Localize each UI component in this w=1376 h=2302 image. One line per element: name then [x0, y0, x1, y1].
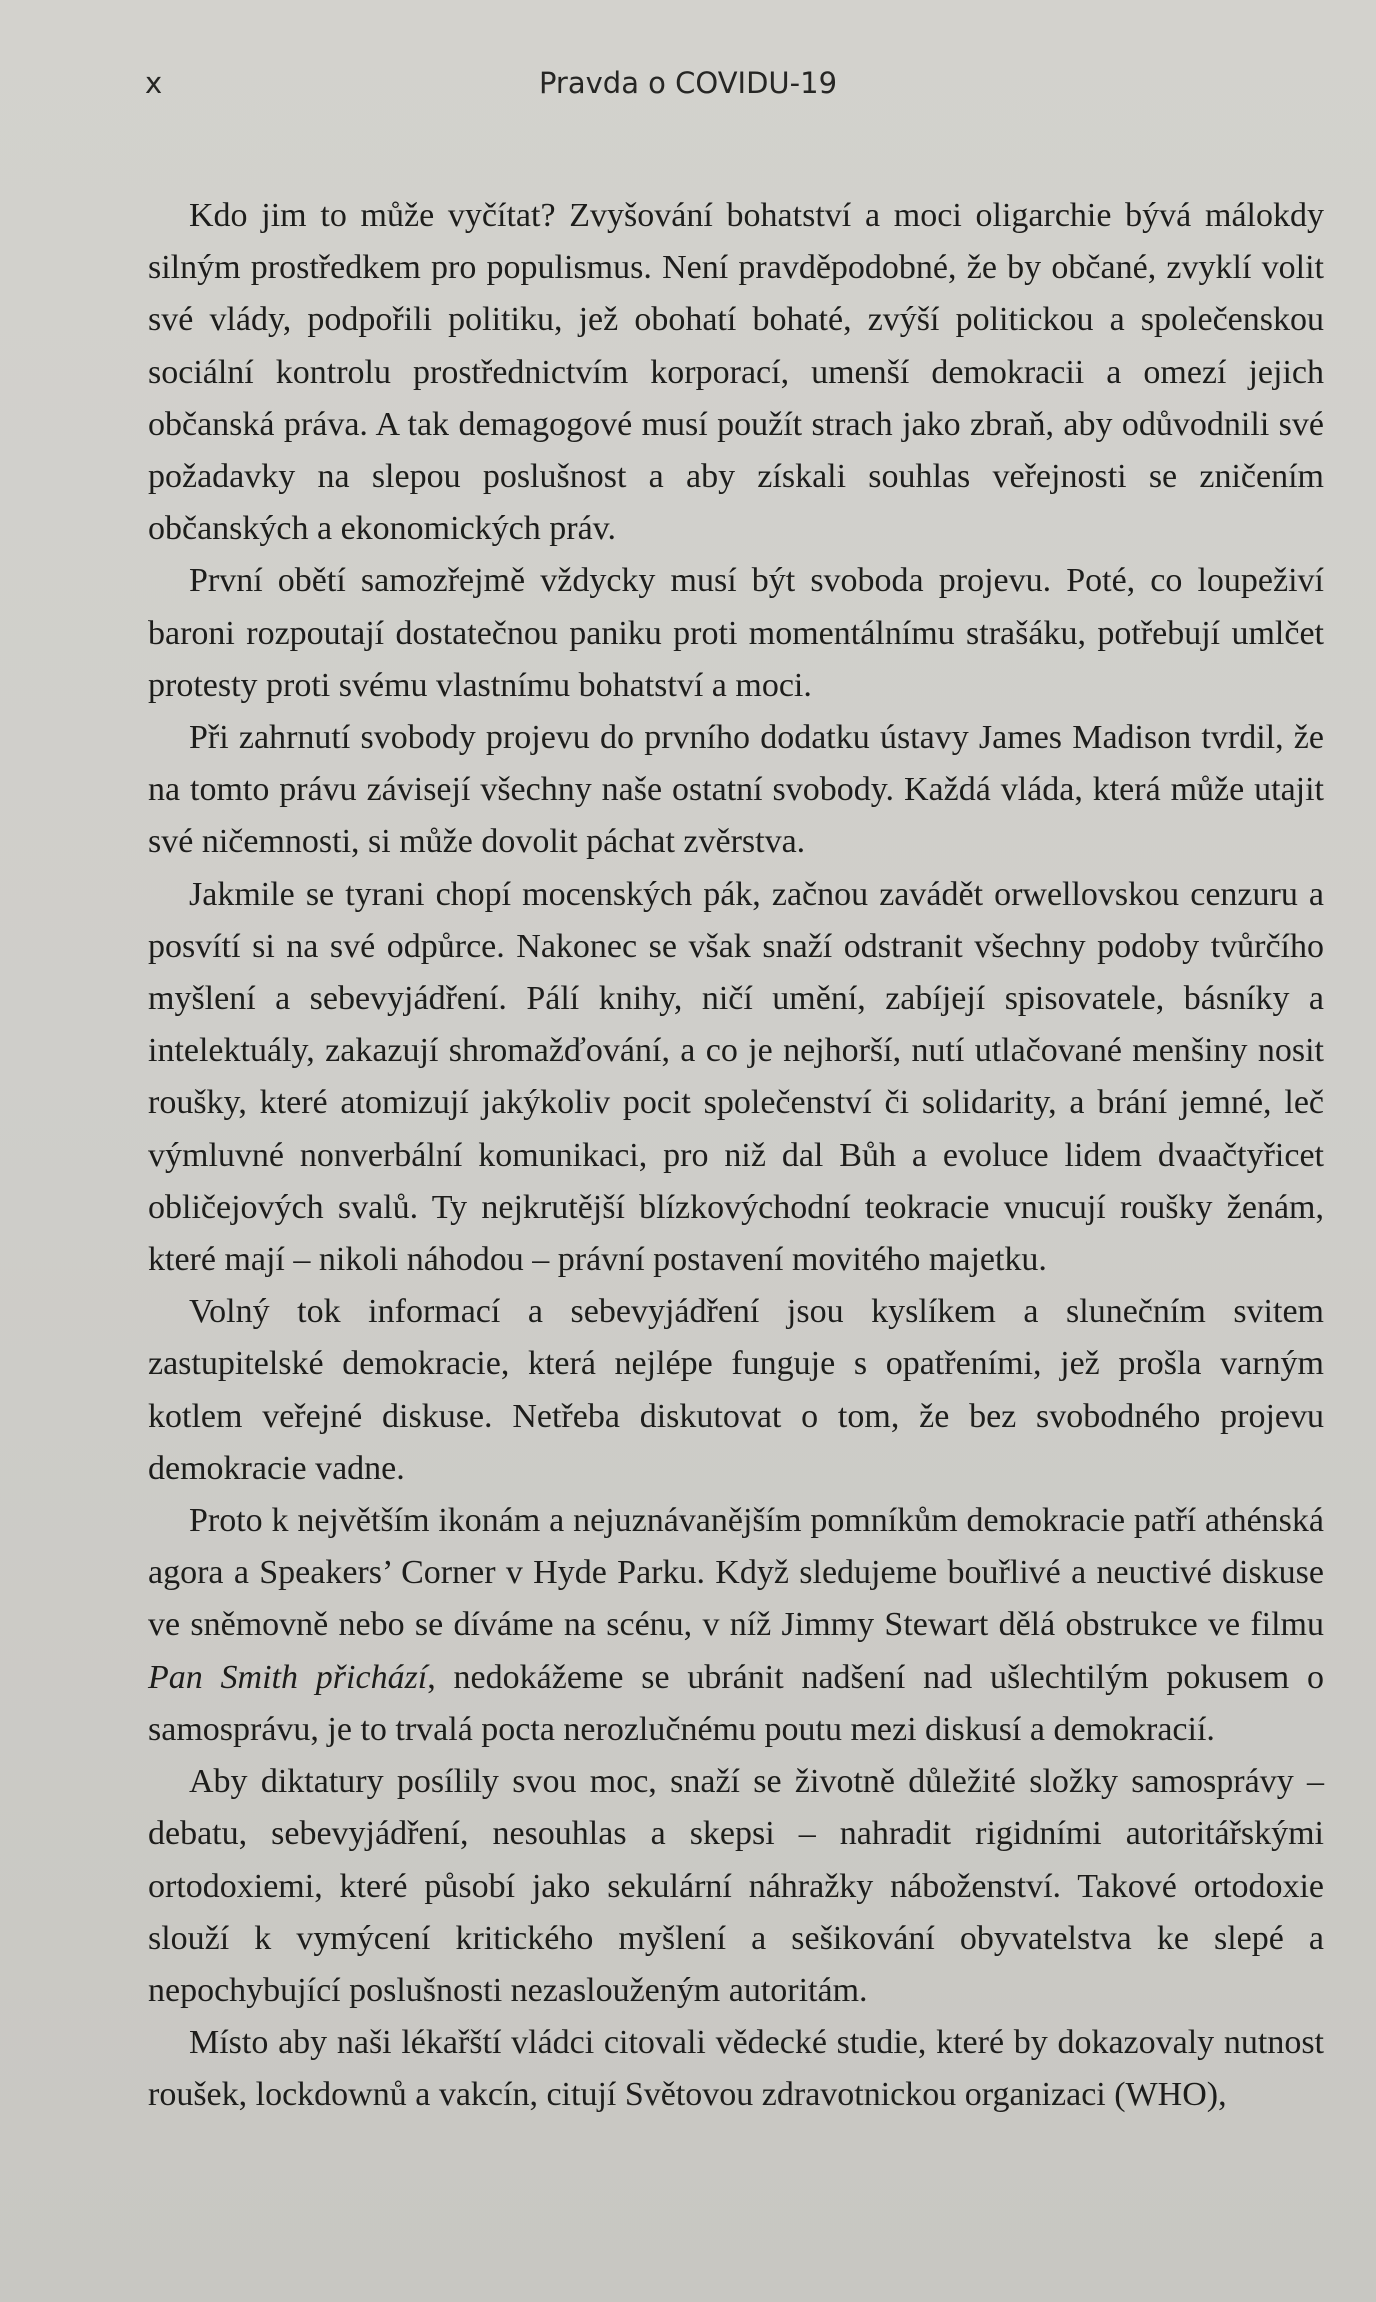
paragraph-text-after-title: , nedokážeme se ubránit nadšení nad ušlechtilým pokusem o samosprávu, je to trvalá pocta nerozlučnému poutu mezi diskusí a demokracií. — [148, 1658, 1324, 1748]
paragraph: Jakmile se tyrani chopí mocenských pák, začnou zavádět orwellovskou cenzuru a posvítí si na své odpůrce. Nakonec se však snaží odstranit všechny podoby tvůrčího myšlení a sebevyjádření. Pálí knihy, ničí umění, zabíjejí spisovatele, básníky a intelektuály, zakazují shromažďování, a co je nejhorší, nutí utlačované menšiny nosit roušky, které atomizují jakýkoliv pocit společenství či solidarity, a brání jemné, leč výmluvné nonverbální komunikaci, pro niž dal Bůh a evoluce lidem dvaačtyřicet obličejových svalů. Ty nejkrutější blízkovýchodní teokracie vnucují roušky ženám, které mají – nikoli náhodou – právní postavení movitého majetku. — [148, 875, 1324, 1279]
paragraph: Místo aby naši lékařští vládci citovali vědecké studie, které by dokazovaly nutnost roušek, lockdownů a vakcín, citují Světovou zdravotnickou organizaci (WHO), — [148, 2024, 1324, 2114]
paragraph-text-before-title: Proto k největším ikonám a nejuznávanějším pomníkům demokracie patří athénská agora a Speakers’ Corner v Hyde Parku. Když sledujeme bouřlivé a neuctivé diskuse ve sněmovně nebo se díváme na scénu, v níž Jimmy Stewart dělá obstrukce ve filmu — [148, 1502, 1324, 1644]
paragraph: Při zahrnutí svobody projevu do prvního dodatku ústavy James Madison tvrdil, že na tomto právu závisejí všechny naše ostatní svobody. Každá vláda, která může utajit své ničemnosti, si může dovolit páchat zvěrstva. — [148, 719, 1324, 861]
paragraph: Volný tok informací a sebevyjádření jsou kyslíkem a slunečním svitem zastupitelské demokracie, která nejlépe funguje s opatřeními, jež prošla varným kotlem veřejné diskuse. Netřeba diskutovat o tom, že bez svobodného projevu demokracie vadne. — [148, 1293, 1324, 1487]
paragraph-with-film-title — [148, 1495, 1324, 1756]
paragraph: Aby diktatury posílily svou moc, snaží se životně důležité složky samosprávy – debatu, sebevyjádření, nesouhlas a skepsi – nahradit rigidními autoritářskými ortodoxiemi, které působí jako sekulární náhražky náboženství. Takové ortodoxie slouží k vymýcení kritického myšlení a sešikování obyvatelstva ke slepé a nepochybující poslušnosti nezaslouženým autoritám. — [148, 1763, 1324, 2009]
page-number: x — [145, 66, 163, 100]
paragraph: První obětí samozřejmě vždycky musí být svoboda projevu. Poté, co loupeživí baroni rozpoutají dostatečnou paniku proti momentálnímu strašáku, potřebují umlčet protesty proti svému vlastnímu bohatství a moci. — [148, 562, 1324, 704]
body-text — [148, 190, 1324, 2122]
running-title: Pravda o COVIDU-19 — [538, 66, 838, 100]
film-title: Pan Smith přichází — [148, 1658, 428, 1696]
page-header — [0, 66, 1376, 110]
paragraph: Kdo jim to může vyčítat? Zvyšování bohatství a moci oligarchie bývá málokdy silným prostředkem pro populismus. Není pravděpodobné, že by občané, zvyklí volit své vlády, podpořili politiku, jež obohatí bohaté, zvýší politickou a společenskou sociální kontrolu prostřednictvím korporací, umenší demokracii a omezí jejich občanská práva. A tak demagogové musí použít strach jako zbraň, aby odůvodnili své požadavky na slepou poslušnost a aby získali souhlas veřejnosti se zničením občanských a ekonomických práv. — [148, 197, 1324, 548]
